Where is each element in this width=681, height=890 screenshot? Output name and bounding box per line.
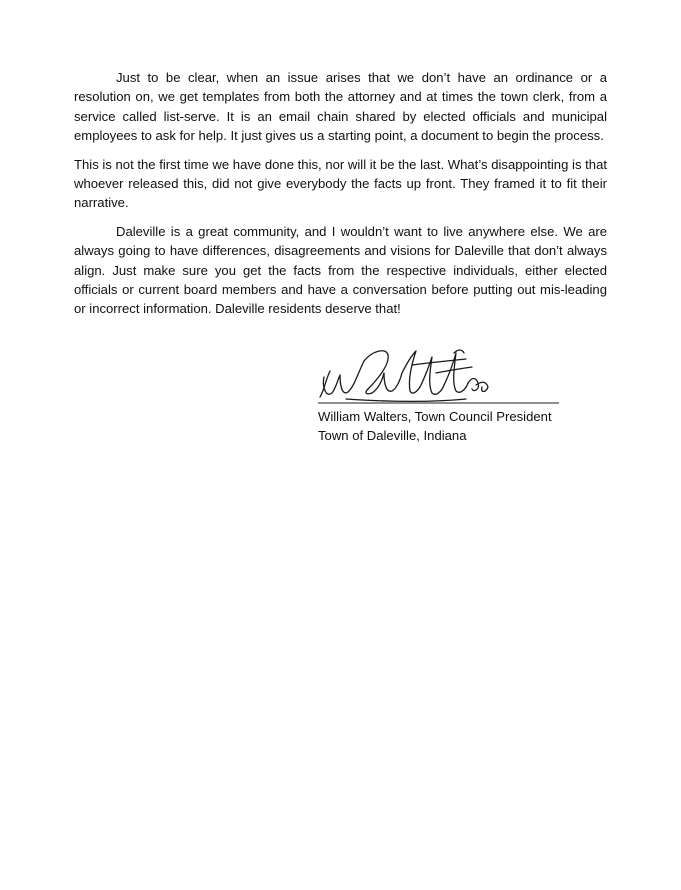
handwritten-signature [316, 343, 559, 407]
signer-name-title: William Walters, Town Council President [318, 409, 552, 424]
paragraph-templates: Just to be clear, when an issue arises that we don’t have an ordinance or a resolution on, we get templates from both the attorney and at times the town clerk, from a service called list-serve. It is an email chain shared by elected officials and municipal employees to ask for help. It just gives us a starting point, a document to begin the process. [74, 70, 607, 144]
signature-block [316, 343, 566, 445]
paragraph-not-first-time: This is not the first time we have done this, nor will it be the last. What’s disappointing is that whoever released this, did not give everybody the facts up front. They framed it to fit their narrative. [74, 156, 607, 211]
paragraph-daleville-community: Daleville is a great community, and I wouldn’t want to live anywhere else. We are always going to have differences, disagreements and visions for Daleville that don’t always align. Just make sure you get the facts from the respective individuals, either elected officials or current board members and have a conversation before putting out mis-leading or incorrect information. Daleville residents deserve that! [74, 223, 607, 317]
signer-organization: Town of Daleville, Indiana [318, 428, 467, 443]
letter-body [74, 68, 607, 328]
